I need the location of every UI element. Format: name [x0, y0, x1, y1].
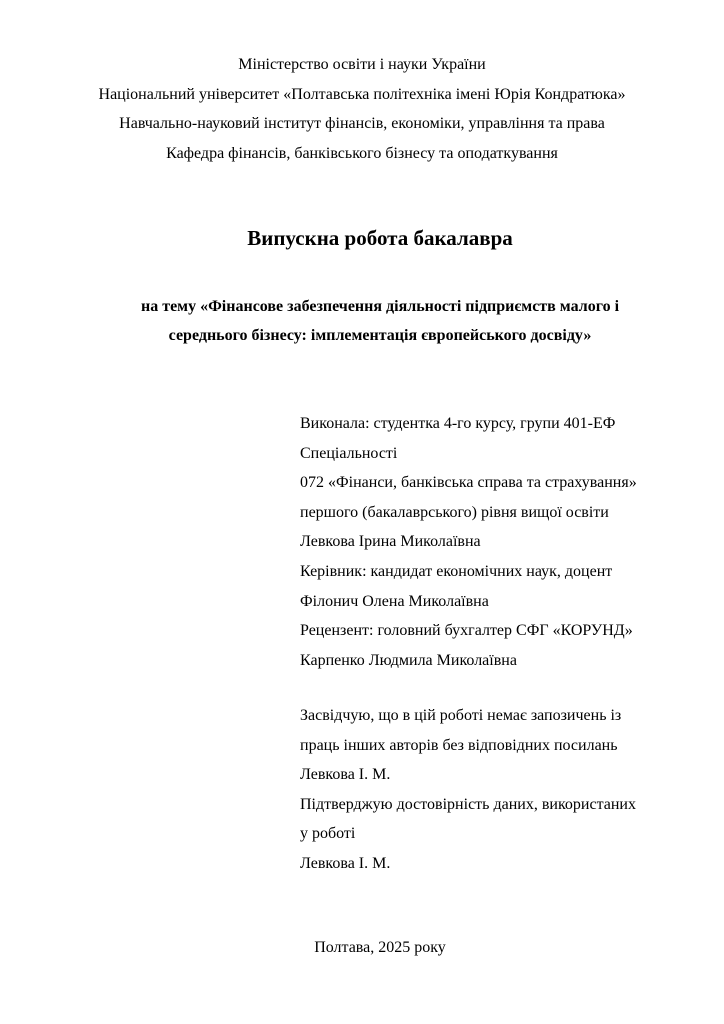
- declaration-signature: Левкова І. М.: [300, 766, 391, 784]
- student-name-line: Левкова Ірина Миколаївна: [300, 533, 481, 551]
- department-line: Кафедра фінансів, банківського бізнесу та оподаткування: [166, 144, 558, 162]
- topic-line: на тему «Фінансове забезпечення діяльності підприємств малого і: [140, 298, 620, 315]
- confirmation-line: Підтверджую достовірність даних, використаних: [300, 795, 636, 813]
- declaration-block: [300, 701, 700, 879]
- reviewer-name-line: Карпенко Людмила Миколаївна: [300, 651, 517, 669]
- reviewer-line: Рецензент: головний бухгалтер СФГ «КОРУНД»: [300, 622, 633, 640]
- thesis-topic: [0, 292, 724, 350]
- institute-line: Навчально-науковий інститут фінансів, економіки, управління та права: [119, 115, 605, 132]
- declaration-line: праць інших авторів без відповідних посилань: [300, 736, 618, 754]
- city-year-footer: Полтава, 2025 року: [314, 939, 446, 956]
- degree-level-line: першого (бакалаврського) рівня вищої освіти: [300, 503, 609, 521]
- author-info-block: [300, 409, 700, 675]
- declaration-line: Засвідчую, що в цій роботі немає запозичень із: [300, 707, 622, 724]
- ministry-line: Міністерство освіти і науки України: [238, 56, 486, 73]
- confirmation-signature: Левкова І. М.: [300, 854, 391, 872]
- supervisor-line: Керівник: кандидат економічних наук, доцент: [300, 562, 613, 580]
- thesis-type-heading: Випускна робота бакалавра: [247, 226, 513, 250]
- confirmation-line: у роботі: [300, 825, 356, 843]
- topic-line: середнього бізнесу: імплементація європейського досвіду»: [168, 327, 592, 344]
- supervisor-name-line: Філонич Олена Миколаївна: [300, 592, 489, 610]
- student-line: Виконала: студентка 4-го курсу, групи 401-ЕФ: [300, 415, 616, 432]
- institution-header: [0, 50, 724, 168]
- specialty-line: 072 «Фінанси, банківська справа та страхування»: [300, 474, 637, 492]
- specialty-label-line: Спеціальності: [300, 444, 398, 462]
- university-line: Національний університет «Полтавська політехніка імені Юрія Кондратюка»: [98, 85, 626, 103]
